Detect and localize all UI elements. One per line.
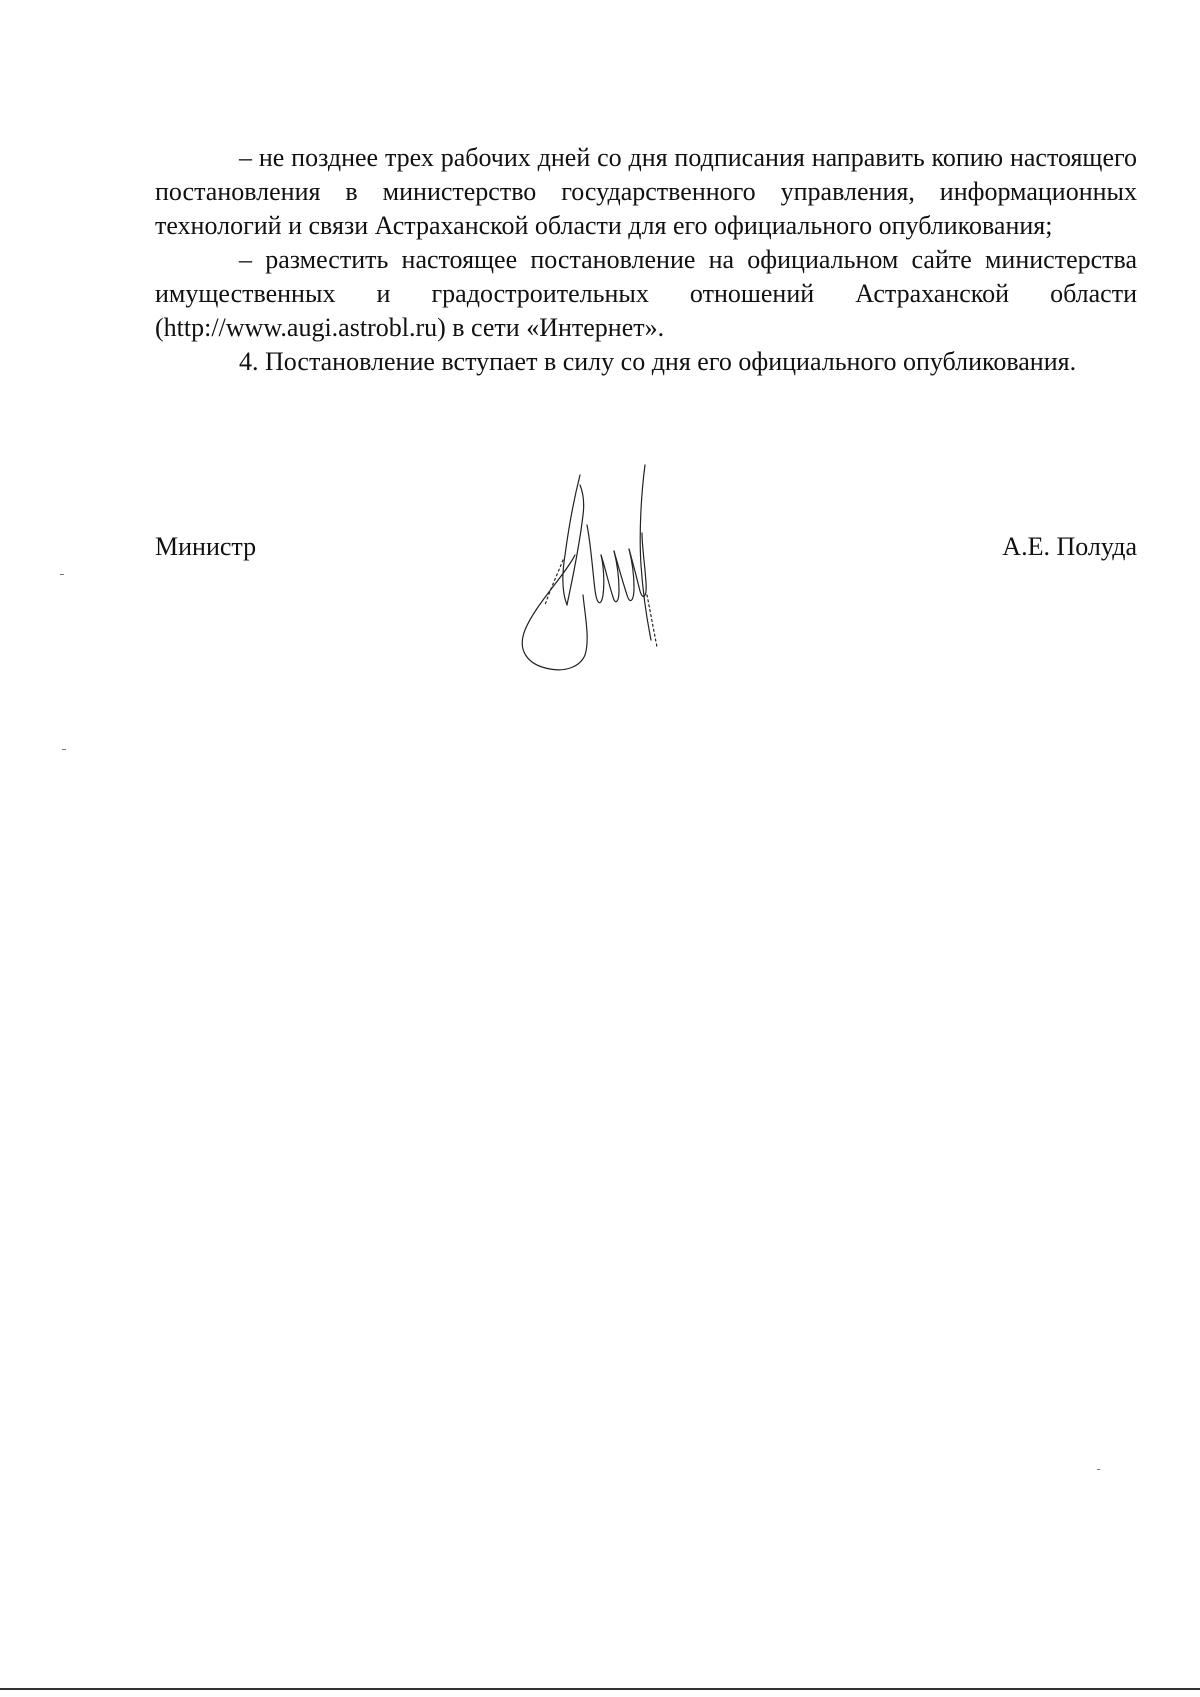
handwritten-signature xyxy=(505,455,675,695)
document-body xyxy=(155,141,1137,379)
margin-dot-mark xyxy=(60,574,64,575)
paragraph-effective-date: 4. Постановление вступает в силу со дня его официального опубликования. xyxy=(239,347,1077,376)
margin-dot-mark xyxy=(62,749,66,750)
paragraph-website-posting: – разместить настоящее постановление на официальном сайте министерства имущественных и градостроительных отношений Астраханской области (http://www.augi.astrobl.ru) в сети «Интернет». xyxy=(155,245,1137,342)
signature-block xyxy=(155,530,1137,570)
bottom-scan-edge-line xyxy=(0,1688,1200,1690)
margin-dot-mark xyxy=(1097,1469,1100,1470)
signer-name: А.Е. Полуда xyxy=(1002,532,1137,561)
paragraph-publication-copy: – не позднее трех рабочих дней со дня подписания направить копию настоящего постановления в министерство государственного управления, информационных технологий и связи Астраханской области для его официального опубликования; xyxy=(155,143,1137,240)
signer-position: Министр xyxy=(155,532,257,561)
